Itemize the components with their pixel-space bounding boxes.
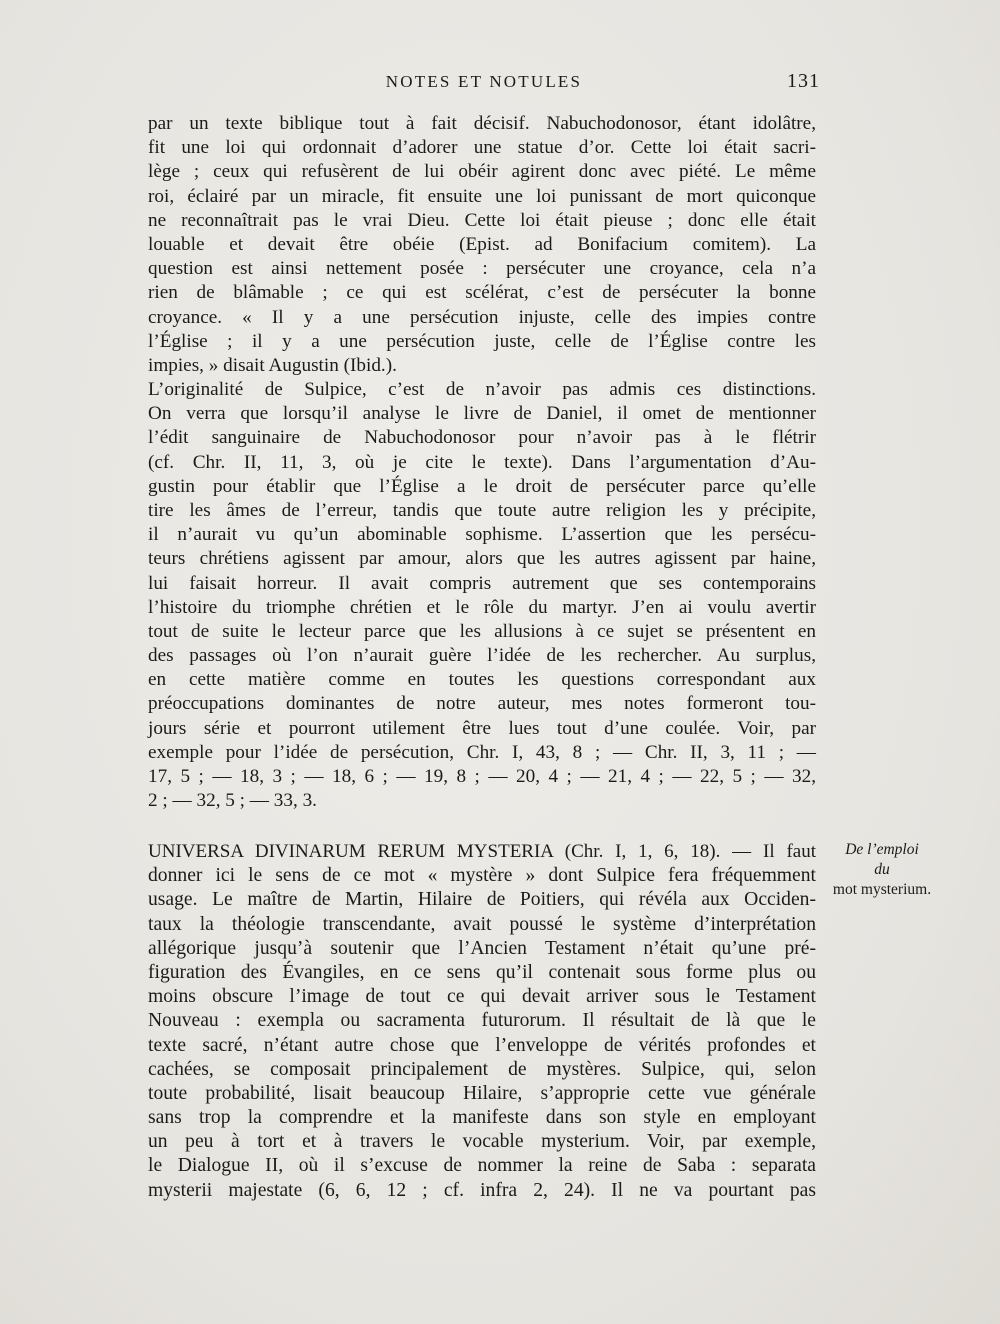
text-line: figuration des Évangiles, en ce sens qu’il contenait sous forme plus ou xyxy=(148,961,816,983)
page-header xyxy=(148,70,820,100)
text-line: des passages où l’on n’aurait guère l’idée de les rechercher. Au surplus, xyxy=(148,645,816,667)
text-line: (cf. Chr. II, 11, 3, où je cite le texte). Dans l’argumentation d’Au- xyxy=(148,451,816,473)
text-line: lège ; ceux qui refusèrent de lui obéir agirent donc avec piété. Le même xyxy=(148,161,816,183)
margin-note xyxy=(822,840,942,900)
text-line: lui faisait horreur. Il avait compris autrement que ses contemporains xyxy=(148,572,816,594)
margin-note-line: De l’emploi xyxy=(845,841,919,858)
text-line: usage. Le maître de Martin, Hilaire de Poitiers, qui révéla aux Occiden- xyxy=(148,889,816,911)
text-line: L’originalité de Sulpice, c’est de n’avoir pas admis ces distinctions. xyxy=(148,379,816,400)
text-line: jours série et pourront utilement être lues tout d’une coulée. Voir, par xyxy=(148,717,816,739)
running-head: NOTES ET NOTULES xyxy=(385,72,583,91)
text-line: louable et devait être obéie (Epist. ad Bonifacium comitem). La xyxy=(148,233,816,255)
text-line: sans trop la comprendre et la manifeste dans son style en employant xyxy=(148,1107,816,1129)
text-line: préoccupations dominantes de notre auteur, mes notes formeront tou- xyxy=(148,693,816,715)
text-line: taux la théologie transcendante, avait poussé le système d’interprétation xyxy=(148,913,816,935)
text-line: teurs chrétiens agissent par amour, alors que les autres agissent par haine, xyxy=(148,548,816,570)
text-line: donner ici le sens de ce mot « mystère » dont Sulpice fera fréquemment xyxy=(148,865,816,887)
page-number: 131 xyxy=(787,70,820,92)
text-line: l’Église ; il y a une persécution juste, celle de l’Église contre les xyxy=(148,330,816,352)
text-line: texte sacré, n’étant autre chose que l’enveloppe de vérités profondes et xyxy=(148,1034,816,1056)
text-line: impies, » disait Augustin (Ibid.). xyxy=(148,354,397,376)
text-line: toute probabilité, lisait beaucoup Hilaire, s’approprie cette vue générale xyxy=(148,1082,816,1104)
text-line: 2 ; — 32, 5 ; — 33, 3. xyxy=(148,790,317,812)
text-line: exemple pour l’idée de persécution, Chr. I, 43, 8 ; — Chr. II, 3, 11 ; — xyxy=(148,741,816,763)
paragraph-universa-mysteria xyxy=(148,840,816,1203)
text-line: il n’aurait vu qu’un abominable sophisme. L’assertion que les persécu- xyxy=(148,524,816,546)
text-line: moins obscure l’image de tout ce qui devait arriver sous le Testament xyxy=(148,986,816,1008)
text-line: allégorique jusqu’à soutenir que l’Ancien Testament n’était qu’une pré- xyxy=(148,937,816,959)
text-line: mysterii majestate (6, 6, 12 ; cf. infra 2, 24). Il ne va pourtant pas xyxy=(148,1179,816,1201)
text-line: ne reconnaîtrait pas le vrai Dieu. Cette loi était pieuse ; donc elle était xyxy=(148,209,816,231)
text-line: l’histoire du triomphe chrétien et le rôle du martyr. J’en ai voulu avertir xyxy=(148,596,816,618)
paragraph-persecution-augustin xyxy=(148,112,816,378)
text-line: tire les âmes de l’erreur, tandis que toute autre religion les y précipite, xyxy=(148,499,816,521)
margin-note-line: mot mysterium. xyxy=(832,881,932,898)
text-line: croyance. « Il y a une persécution injuste, celle des impies contre xyxy=(148,306,816,328)
text-line: fit une loi qui ordonnait d’adorer une statue d’or. Cette loi était sacri- xyxy=(148,137,816,159)
text-line: cachées, se composait principalement de mystères. Sulpice, qui, selon xyxy=(148,1058,816,1080)
text-line: l’édit sanguinaire de Nabuchodonosor pour n’avoir pas à le flétrir xyxy=(148,427,816,449)
text-line: tout de suite le lecteur parce que les allusions à ce sujet se présentent en xyxy=(148,620,816,642)
text-line: un peu à tort et à travers le vocable mysterium. Voir, par exemple, xyxy=(148,1131,816,1153)
section-heading-line: UNIVERSA DIVINARUM RERUM MYSTERIA (Chr. I, 1, 6, 18). — Il faut xyxy=(148,841,816,862)
text-line: question est ainsi nettement posée : persécuter une croyance, cela n’a xyxy=(148,258,816,280)
margin-note-line: du xyxy=(874,861,890,878)
text-line: gustin pour établir que l’Église a le droit de persécuter parce qu’elle xyxy=(148,475,816,497)
text-line: par un texte biblique tout à fait décisif. Nabuchodonosor, étant idolâtre, xyxy=(148,113,816,134)
text-line: le Dialogue II, où il s’excuse de nommer la reine de Saba : separata xyxy=(148,1155,816,1177)
text-line: rien de blâmable ; ce qui est scélérat, c’est de persécuter la bonne xyxy=(148,282,816,304)
text-line: Nouveau : exempla ou sacramenta futurorum. Il résultait de là que le xyxy=(148,1010,816,1032)
text-line: On verra que lorsqu’il analyse le livre de Daniel, il omet de mentionner xyxy=(148,403,816,425)
text-line: en cette matière comme en toutes les questions correspondant aux xyxy=(148,669,816,691)
text-line: roi, éclairé par un miracle, fit ensuite une loi punissant de mort quiconque xyxy=(148,185,816,207)
paragraph-originalite-sulpice xyxy=(148,378,816,813)
text-line: 17, 5 ; — 18, 3 ; — 18, 6 ; — 19, 8 ; — 20, 4 ; — 21, 4 ; — 22, 5 ; — 32, xyxy=(148,766,816,787)
